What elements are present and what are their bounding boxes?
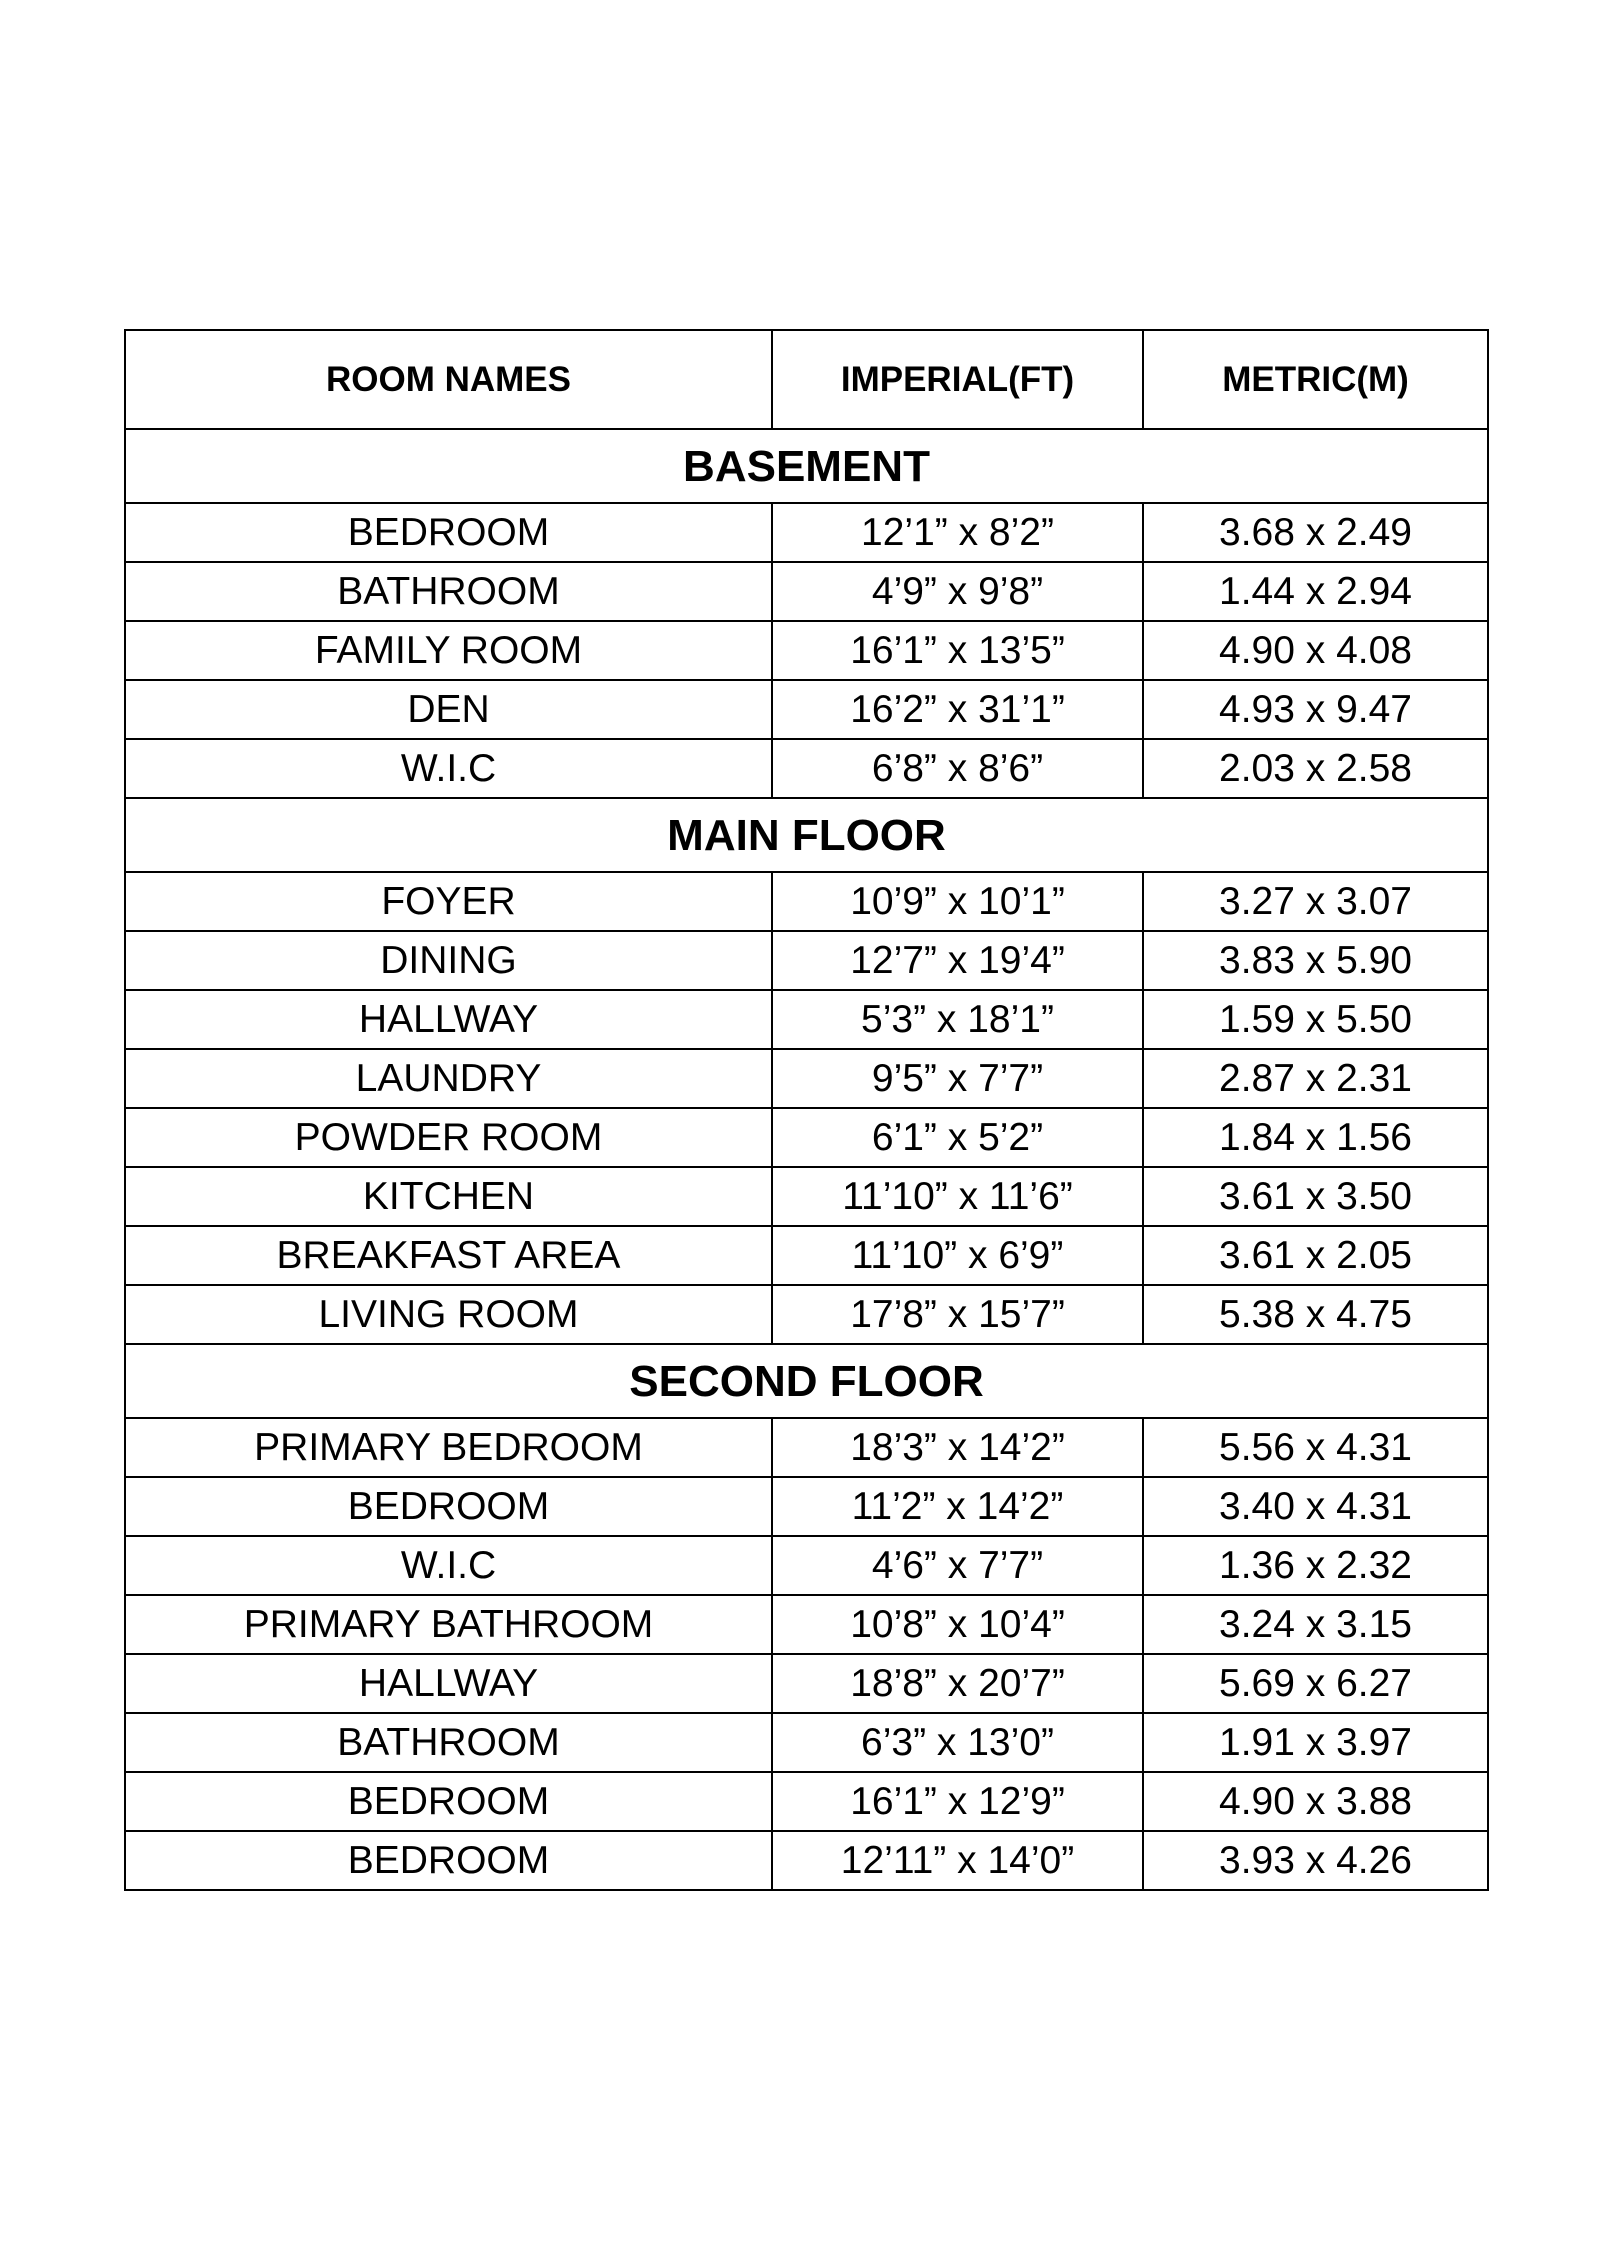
table-row [125, 1595, 1488, 1654]
imperial-dimension-cell: 18’8” x 20’7” [772, 1654, 1143, 1713]
table-row [125, 1167, 1488, 1226]
room-name-cell: DEN [125, 680, 772, 739]
section-title: BASEMENT [125, 429, 1488, 503]
room-name-cell: BEDROOM [125, 503, 772, 562]
metric-dimension-cell: 3.61 x 2.05 [1143, 1226, 1488, 1285]
imperial-dimension-cell: 16’1” x 13’5” [772, 621, 1143, 680]
room-name-cell: FAMILY ROOM [125, 621, 772, 680]
table-row [125, 562, 1488, 621]
metric-dimension-cell: 1.84 x 1.56 [1143, 1108, 1488, 1167]
imperial-dimension-cell: 11’2” x 14’2” [772, 1477, 1143, 1536]
table-row [125, 990, 1488, 1049]
table-row [125, 1226, 1488, 1285]
section-title: MAIN FLOOR [125, 798, 1488, 872]
imperial-dimension-cell: 10’8” x 10’4” [772, 1595, 1143, 1654]
table-row [125, 1108, 1488, 1167]
section-title: SECOND FLOOR [125, 1344, 1488, 1418]
metric-dimension-cell: 1.59 x 5.50 [1143, 990, 1488, 1049]
table-row [125, 1418, 1488, 1477]
room-name-cell: PRIMARY BATHROOM [125, 1595, 772, 1654]
metric-dimension-cell: 3.27 x 3.07 [1143, 872, 1488, 931]
room-name-cell: POWDER ROOM [125, 1108, 772, 1167]
section-row [125, 1344, 1488, 1418]
table-row [125, 1536, 1488, 1595]
imperial-dimension-cell: 10’9” x 10’1” [772, 872, 1143, 931]
metric-dimension-cell: 4.90 x 3.88 [1143, 1772, 1488, 1831]
imperial-dimension-cell: 5’3” x 18’1” [772, 990, 1143, 1049]
metric-dimension-cell: 3.83 x 5.90 [1143, 931, 1488, 990]
table-row [125, 1772, 1488, 1831]
table-header [125, 330, 1488, 429]
table-row [125, 680, 1488, 739]
header-room-names: ROOM NAMES [125, 330, 772, 429]
metric-dimension-cell: 3.40 x 4.31 [1143, 1477, 1488, 1536]
room-name-cell: W.I.C [125, 1536, 772, 1595]
metric-dimension-cell: 2.03 x 2.58 [1143, 739, 1488, 798]
room-name-cell: BREAKFAST AREA [125, 1226, 772, 1285]
table-row [125, 872, 1488, 931]
metric-dimension-cell: 3.93 x 4.26 [1143, 1831, 1488, 1890]
imperial-dimension-cell: 12’1” x 8’2” [772, 503, 1143, 562]
imperial-dimension-cell: 12’11” x 14’0” [772, 1831, 1143, 1890]
room-name-cell: LIVING ROOM [125, 1285, 772, 1344]
table-row [125, 1831, 1488, 1890]
table-row [125, 1285, 1488, 1344]
imperial-dimension-cell: 18’3” x 14’2” [772, 1418, 1143, 1477]
section-row [125, 429, 1488, 503]
imperial-dimension-cell: 4’9” x 9’8” [772, 562, 1143, 621]
table-body [125, 429, 1488, 1890]
metric-dimension-cell: 5.38 x 4.75 [1143, 1285, 1488, 1344]
room-name-cell: BEDROOM [125, 1772, 772, 1831]
imperial-dimension-cell: 11’10” x 6’9” [772, 1226, 1143, 1285]
metric-dimension-cell: 3.61 x 3.50 [1143, 1167, 1488, 1226]
header-metric: METRIC(M) [1143, 330, 1488, 429]
room-name-cell: DINING [125, 931, 772, 990]
table-row [125, 621, 1488, 680]
table-row [125, 1654, 1488, 1713]
metric-dimension-cell: 2.87 x 2.31 [1143, 1049, 1488, 1108]
section-row [125, 798, 1488, 872]
metric-dimension-cell: 1.36 x 2.32 [1143, 1536, 1488, 1595]
header-row [125, 330, 1488, 429]
metric-dimension-cell: 5.69 x 6.27 [1143, 1654, 1488, 1713]
table-row [125, 739, 1488, 798]
room-dimensions-table-wrapper [124, 329, 1487, 1891]
header-imperial: IMPERIAL(FT) [772, 330, 1143, 429]
room-name-cell: HALLWAY [125, 1654, 772, 1713]
room-name-cell: HALLWAY [125, 990, 772, 1049]
metric-dimension-cell: 4.93 x 9.47 [1143, 680, 1488, 739]
room-name-cell: BEDROOM [125, 1831, 772, 1890]
imperial-dimension-cell: 9’5” x 7’7” [772, 1049, 1143, 1108]
metric-dimension-cell: 5.56 x 4.31 [1143, 1418, 1488, 1477]
imperial-dimension-cell: 6’8” x 8’6” [772, 739, 1143, 798]
table-row [125, 1477, 1488, 1536]
table-row [125, 1713, 1488, 1772]
room-name-cell: BATHROOM [125, 1713, 772, 1772]
imperial-dimension-cell: 12’7” x 19’4” [772, 931, 1143, 990]
imperial-dimension-cell: 16’2” x 31’1” [772, 680, 1143, 739]
imperial-dimension-cell: 11’10” x 11’6” [772, 1167, 1143, 1226]
room-name-cell: W.I.C [125, 739, 772, 798]
imperial-dimension-cell: 6’1” x 5’2” [772, 1108, 1143, 1167]
table-row [125, 931, 1488, 990]
room-name-cell: BATHROOM [125, 562, 772, 621]
metric-dimension-cell: 3.24 x 3.15 [1143, 1595, 1488, 1654]
metric-dimension-cell: 3.68 x 2.49 [1143, 503, 1488, 562]
room-name-cell: LAUNDRY [125, 1049, 772, 1108]
room-name-cell: BEDROOM [125, 1477, 772, 1536]
imperial-dimension-cell: 17’8” x 15’7” [772, 1285, 1143, 1344]
imperial-dimension-cell: 16’1” x 12’9” [772, 1772, 1143, 1831]
metric-dimension-cell: 1.91 x 3.97 [1143, 1713, 1488, 1772]
metric-dimension-cell: 1.44 x 2.94 [1143, 562, 1488, 621]
room-dimensions-table [124, 329, 1489, 1891]
table-row [125, 503, 1488, 562]
room-name-cell: KITCHEN [125, 1167, 772, 1226]
room-name-cell: FOYER [125, 872, 772, 931]
imperial-dimension-cell: 6’3” x 13’0” [772, 1713, 1143, 1772]
room-name-cell: PRIMARY BEDROOM [125, 1418, 772, 1477]
metric-dimension-cell: 4.90 x 4.08 [1143, 621, 1488, 680]
table-row [125, 1049, 1488, 1108]
imperial-dimension-cell: 4’6” x 7’7” [772, 1536, 1143, 1595]
